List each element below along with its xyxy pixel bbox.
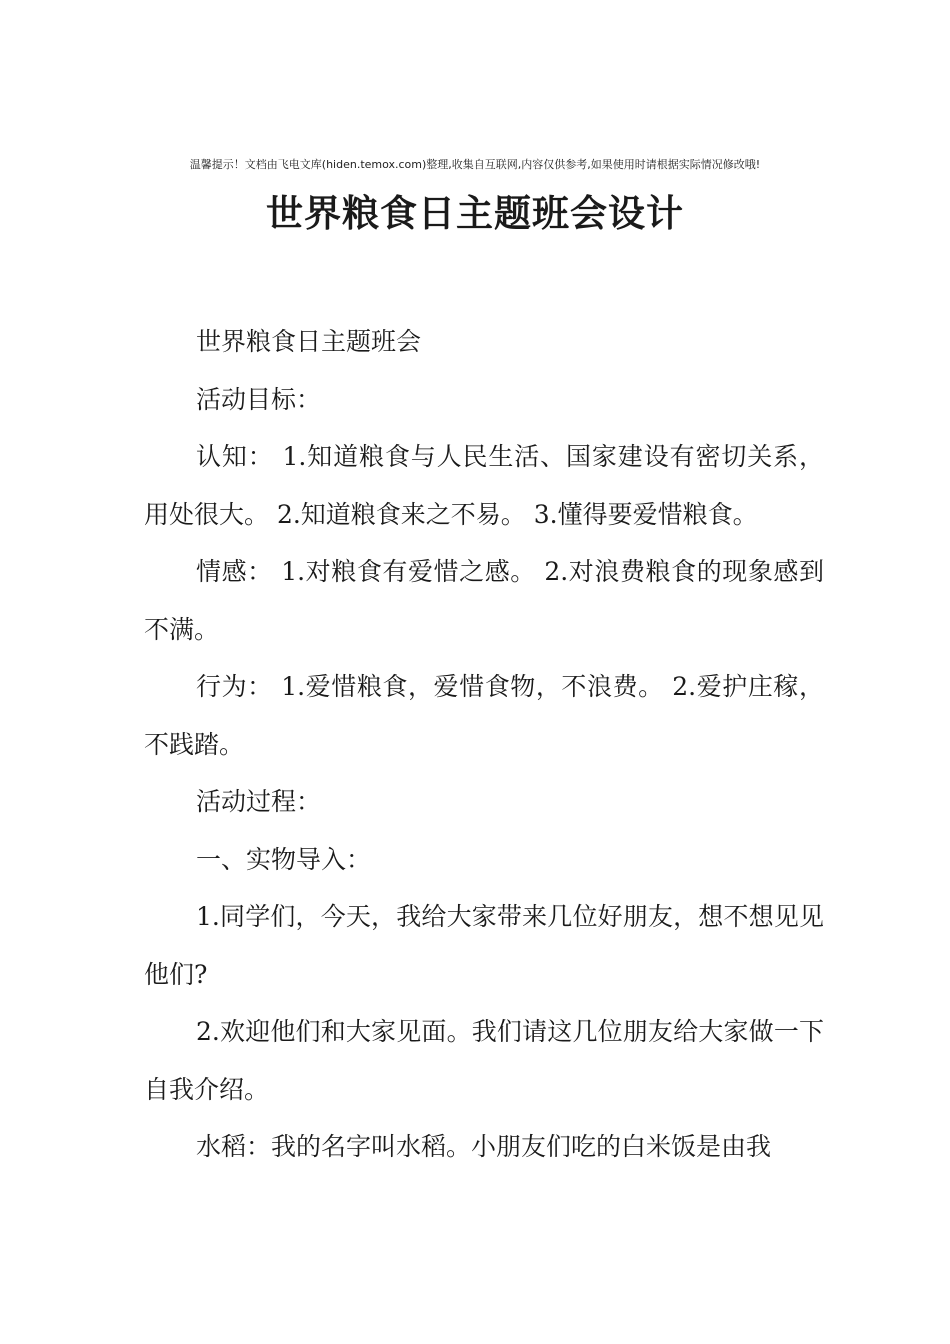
document-body xyxy=(144,313,824,1176)
paragraph-step-2: 2.欢迎他们和大家见面。我们请这几位朋友给大家做一下自我介绍。 xyxy=(144,1017,824,1104)
paragraph-goals-heading: 活动目标： xyxy=(196,384,322,414)
paragraph-step-1: 1.同学们，今天，我给大家带来几位好朋友，想不想见见他们? xyxy=(144,902,824,989)
paragraph-subtitle: 世界粮食日主题班会 xyxy=(196,327,422,356)
paragraph-behavior: 行为： 1.爱惜粮食，爱惜食物，不浪费。 2.爱护庄稼，不践踏。 xyxy=(144,672,824,759)
document-title: 世界粮食日主题班会设计 xyxy=(266,192,684,235)
paragraph-section-one: 一、实物导入： xyxy=(196,844,372,874)
paragraph-cognition: 认知： 1.知道粮食与人民生活、国家建设有密切关系，用处很大。 2.知道粮食来之不易。 3.懂得要爱惜粮食。 xyxy=(144,442,824,529)
paragraph-emotion: 情感： 1.对粮食有爱惜之感。 2.对浪费粮食的现象感到不满。 xyxy=(144,557,824,644)
paragraph-rice: 水稻：我的名字叫水稻。小朋友们吃的白米饭是由我 xyxy=(196,1132,772,1161)
source-notice: 温馨提示！文档由飞电文库(hiden.temox.com)整理,收集自互联网,内容仅供参考,如果使用时请根据实际情况修改哦! xyxy=(189,158,761,171)
paragraph-process-heading: 活动过程： xyxy=(196,787,322,816)
